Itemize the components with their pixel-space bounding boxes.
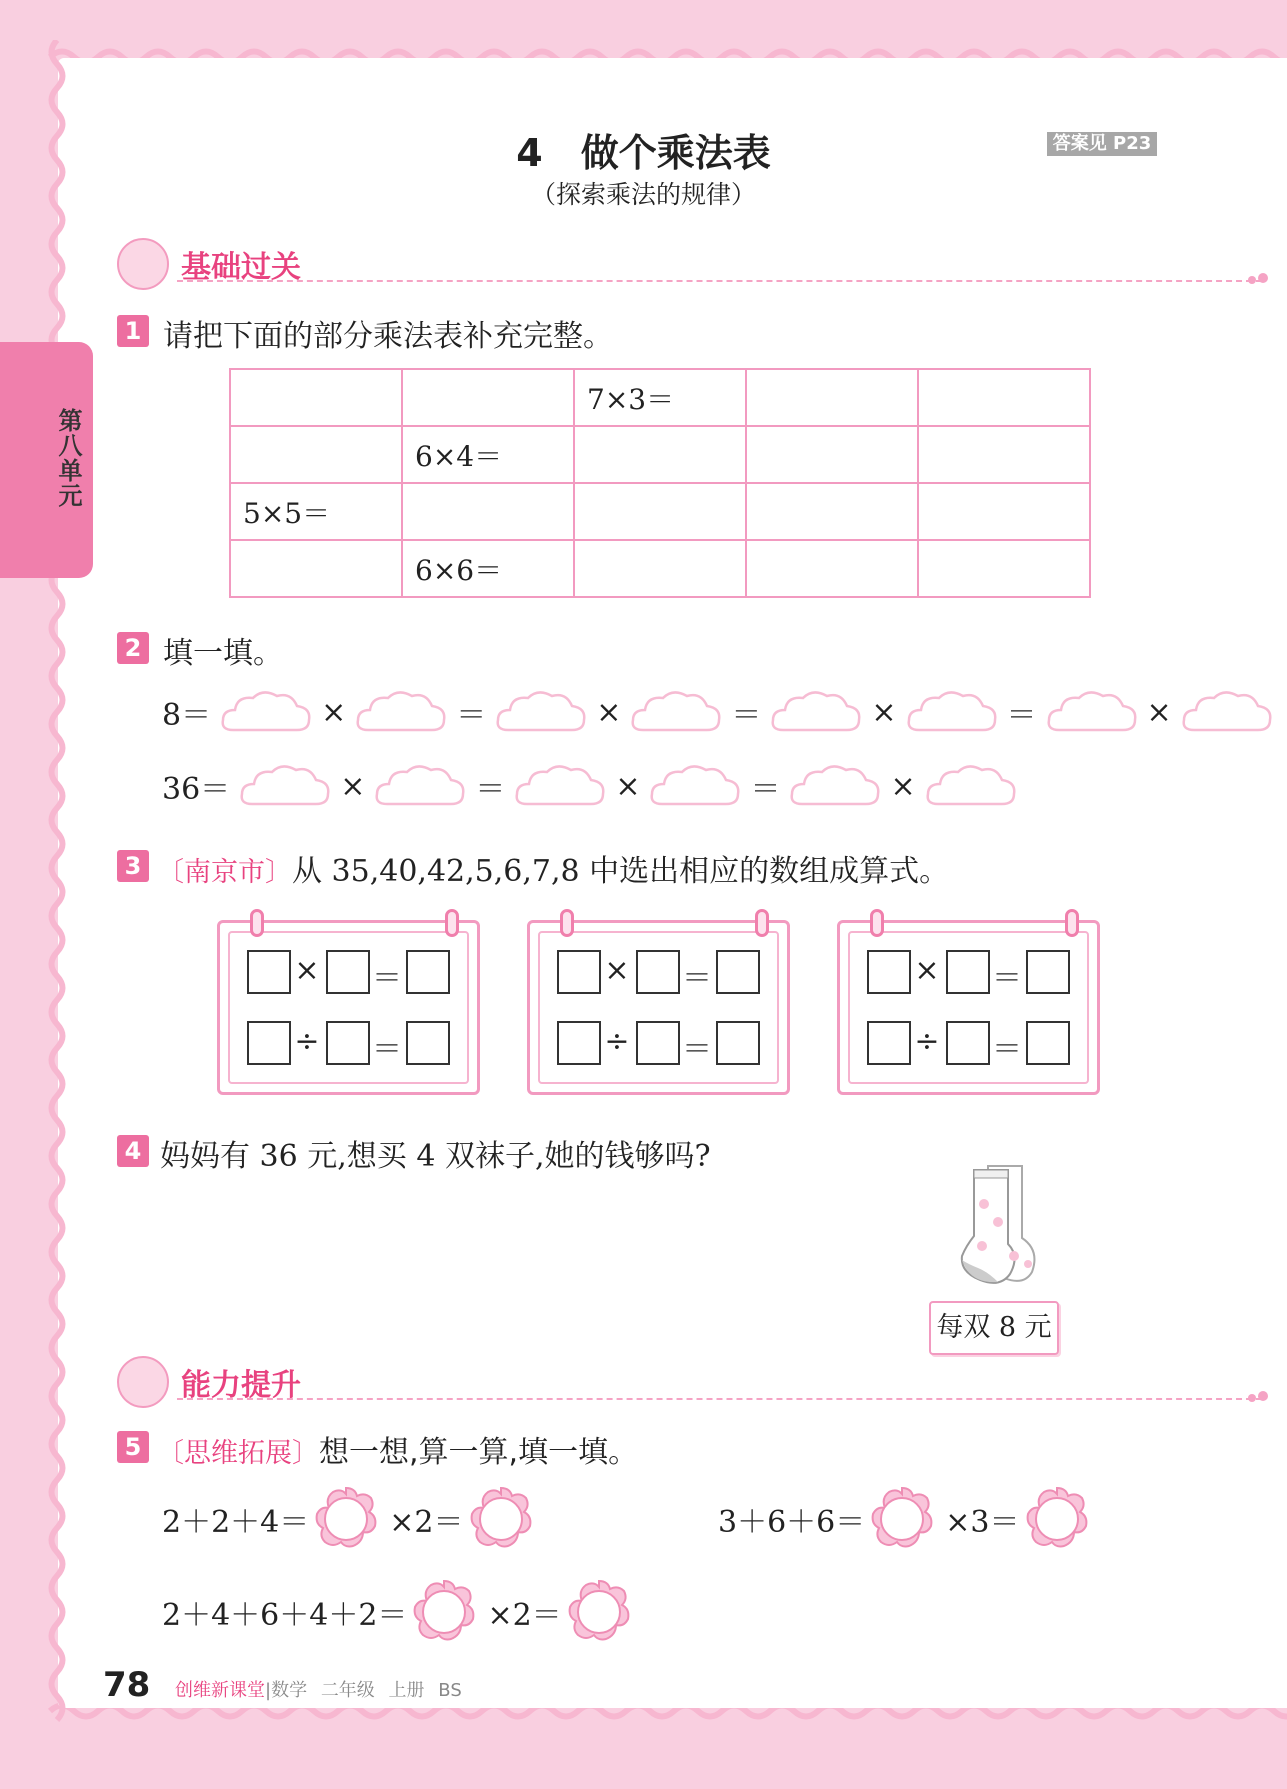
times-sign: × [914,953,940,988]
times-sign: × [1146,694,1172,730]
answer-box[interactable] [946,1021,990,1065]
table-cell[interactable]: 5×5＝ [230,483,402,540]
equation-left: 2＋2＋4＝ [162,1505,310,1540]
question-number: 1 [117,315,149,347]
table-cell[interactable] [746,483,918,540]
cloud-blank[interactable] [354,686,448,738]
question-line [157,846,949,890]
cloud-blank[interactable] [924,760,1018,812]
table-cell[interactable] [230,540,402,597]
flower-blank[interactable] [311,1484,381,1554]
equals-sign: ＝ [1006,698,1037,733]
clip-icon [445,909,459,937]
table-cell[interactable]: 7×3＝ [574,369,746,426]
footer-subject: 数学 [271,1680,308,1701]
answer-box[interactable] [867,1021,911,1065]
equals-sign: ＝ [372,1032,402,1067]
q2-row-1 [162,686,1274,738]
cloud-blank[interactable] [219,686,313,738]
table-cell[interactable] [230,369,402,426]
equation-board [527,920,790,1095]
footer-info [175,1676,462,1702]
equals-sign: ＝ [475,772,506,807]
section-divider [177,1398,1262,1400]
q5-equation-2 [718,1484,1092,1554]
equation-board [217,920,480,1095]
cloud-blank[interactable] [769,686,863,738]
unit-side-tab-label: 第八单元 [54,408,82,508]
answer-box[interactable] [557,1021,601,1065]
table-cell[interactable] [574,483,746,540]
equation-mid: ×3＝ [945,1505,1020,1540]
clip-icon [755,909,769,937]
answer-box[interactable] [1026,950,1070,994]
clip-icon [1065,909,1079,937]
cloud-blank[interactable] [788,760,882,812]
question-text: 请把下面的部分乘法表补充完整。 [163,319,613,354]
table-cell[interactable] [918,369,1090,426]
row-start: 36＝ [162,772,231,807]
question-text: 从 35,40,42,5,6,7,8 中选出相应的数组成算式。 [292,854,950,889]
cloud-blank[interactable] [1180,686,1274,738]
girl-mascot-icon [117,1356,169,1408]
question-number: 4 [117,1135,149,1167]
answer-box[interactable] [247,1021,291,1065]
table-row [230,540,1090,597]
multiplication-table [229,368,1091,598]
table-cell[interactable] [746,426,918,483]
answer-box[interactable] [557,950,601,994]
table-cell[interactable] [746,369,918,426]
clip-icon [870,909,884,937]
cloud-blank[interactable] [648,760,742,812]
equals-sign: ＝ [682,961,712,996]
q2-row-2 [162,760,1018,812]
cloud-blank[interactable] [629,686,723,738]
table-cell[interactable] [402,483,574,540]
table-cell[interactable] [918,540,1090,597]
dots-icon [1247,272,1273,288]
flower-blank[interactable] [564,1577,634,1647]
page-title: 4 做个乘法表 [516,131,771,175]
answer-box[interactable] [247,950,291,994]
q5-equation-1 [162,1484,536,1554]
flower-blank[interactable] [1022,1484,1092,1554]
flower-blank[interactable] [409,1577,479,1647]
question-line [157,1427,638,1471]
answer-box[interactable] [716,950,760,994]
times-sign: × [604,953,630,988]
table-cell[interactable] [574,426,746,483]
section-divider [177,280,1262,282]
times-sign: × [890,768,916,804]
equation-left: 2＋4＋6＋4＋2＝ [162,1598,408,1633]
answer-box[interactable] [636,950,680,994]
answer-box[interactable] [867,950,911,994]
section-basic-header [117,238,1167,288]
dots-icon [1247,1390,1273,1406]
equals-sign: ＝ [750,772,781,807]
question-text: 妈妈有 36 元,想买 4 双袜子,她的钱够吗? [160,1139,711,1174]
girl-mascot-icon [117,238,169,290]
q5-equation-3 [162,1577,634,1647]
cloud-blank[interactable] [494,686,588,738]
flower-blank[interactable] [466,1484,536,1554]
divide-sign: ÷ [914,1024,940,1059]
footer-grade: 二年级 [320,1680,375,1701]
source-tag: 〔思维拓展〕 [157,1438,319,1469]
page-subtitle: （探索乘法的规律） [530,180,756,209]
table-cell[interactable] [230,426,402,483]
price-label: 每双 8 元 [929,1301,1059,1355]
footer-volume: 上册 [388,1680,425,1701]
times-sign: × [871,694,897,730]
table-cell[interactable] [746,540,918,597]
cloud-blank[interactable] [513,760,607,812]
page-number: 78 [103,1665,151,1705]
equals-sign: ＝ [731,698,762,733]
table-row [230,369,1090,426]
times-sign: × [615,768,641,804]
answer-box[interactable] [326,1021,370,1065]
source-tag: 〔南京市〕 [157,857,292,888]
equals-sign: ＝ [682,1032,712,1067]
answer-box[interactable] [406,1021,450,1065]
clip-icon [560,909,574,937]
equals-sign: ＝ [372,961,402,996]
equation-mid: ×2＝ [487,1598,562,1633]
equals-sign: ＝ [992,1032,1022,1067]
table-cell[interactable] [918,426,1090,483]
cloud-blank[interactable] [1045,686,1139,738]
equals-sign: ＝ [992,961,1022,996]
times-sign: × [321,694,347,730]
question-number: 5 [117,1431,149,1463]
times-sign: × [294,953,320,988]
footer-series: 创维新课堂 [175,1680,265,1701]
table-cell[interactable] [402,369,574,426]
question-number: 3 [117,850,149,882]
equation-left: 3＋6＋6＝ [718,1505,866,1540]
equals-sign: ＝ [456,698,487,733]
unit-side-tab [0,342,93,578]
socks-icon [948,1160,1052,1290]
clip-icon [250,909,264,937]
table-row [230,426,1090,483]
row-start: 8＝ [162,698,212,733]
question-number: 2 [117,632,149,664]
section-basic-title: 基础过关 [181,250,301,285]
footer-edition: BS [438,1680,462,1701]
cloud-blank[interactable] [238,760,332,812]
divide-sign: ÷ [294,1024,320,1059]
cloud-blank[interactable] [905,686,999,738]
cloud-blank[interactable] [373,760,467,812]
question-text: 想一想,算一算,填一填。 [319,1435,639,1470]
table-cell[interactable] [574,540,746,597]
answer-box[interactable] [716,1021,760,1065]
footer-separator: | [265,1680,272,1701]
table-cell[interactable]: 6×4＝ [402,426,574,483]
divide-sign: ÷ [604,1024,630,1059]
table-cell[interactable] [918,483,1090,540]
equation-board [837,920,1100,1095]
times-sign: × [596,694,622,730]
section-advanced-header [117,1356,1167,1406]
answer-box[interactable] [406,950,450,994]
equation-mid: ×2＝ [389,1505,464,1540]
section-advanced-title: 能力提升 [181,1368,301,1403]
table-row [230,483,1090,540]
flower-blank[interactable] [867,1484,937,1554]
table-cell[interactable]: 6×6＝ [402,540,574,597]
answer-box[interactable] [1026,1021,1070,1065]
question-text: 填一填。 [163,636,283,671]
times-sign: × [340,768,366,804]
answer-box[interactable] [326,950,370,994]
answer-box[interactable] [636,1021,680,1065]
answer-reference-badge: 答案见 P23 [1047,132,1157,156]
left-wave-border [44,40,70,1730]
answer-box[interactable] [946,950,990,994]
